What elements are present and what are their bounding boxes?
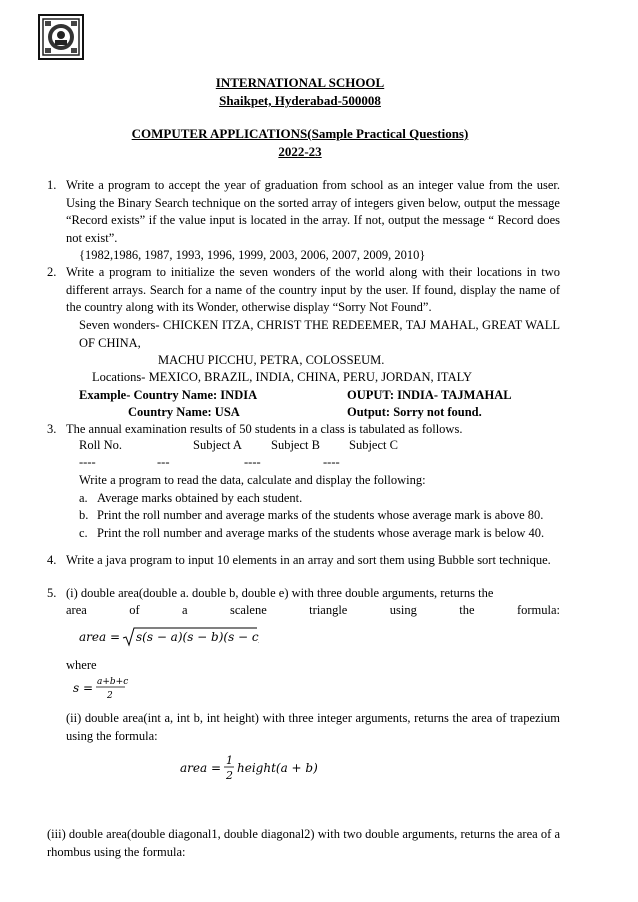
question-5-part1-line1: (i) double area(double a. double b, double e) with three double arguments, returns the <box>66 586 494 600</box>
list-item: Print the roll number and average marks of the students whose average mark is above 80. <box>97 508 544 522</box>
question-5-part3: (iii) double area(double diagonal1, double diagonal2) with two double arguments, returns the area of a rhombus using the formula: <box>47 827 560 859</box>
question-number: 2. <box>47 265 57 279</box>
table-cell: --- <box>157 455 170 469</box>
where-label: where <box>66 658 97 672</box>
fraction-icon <box>73 675 143 705</box>
question-number: 5. <box>47 586 57 600</box>
table-header-row <box>0 438 600 456</box>
question-2-wonders-continued: MACHU PICCHU, PETRA, COLOSSEUM. <box>158 353 385 367</box>
example-1-input: Example- Country Name: INDIA <box>79 388 258 402</box>
list-item-marker: a. <box>79 491 88 505</box>
example-2-output: Output: Sorry not found. <box>347 405 482 419</box>
question-1-text: Write a program to accept the year of graduation from school as an integer value from the user. Using the Binary Search technique on the sorted array of integers given below, output the message “Record exists” if the value input is located in the array. If not, output the message “ Record does not exist”. <box>66 178 560 245</box>
svg-text:s =: s = <box>73 681 94 695</box>
question-number: 4. <box>47 553 57 567</box>
formula-trapezium <box>180 752 320 784</box>
question-5-part1-line2: area of a scalene triangle using the formula: <box>66 603 560 617</box>
question-2-wonders: Seven wonders- CHICKEN ITZA, CHRIST THE REDEEMER, TAJ MAHAL, GREAT WALL OF CHINA, <box>79 318 560 350</box>
school-crest-icon <box>40 16 82 58</box>
column-header: Subject B <box>271 438 320 452</box>
question-4-text: Write a java program to input 10 elements in an array and sort them using Bubble sort technique. <box>66 553 551 567</box>
svg-text:height(a + b): height(a + b) <box>237 761 318 775</box>
svg-text:a+b+c: a+b+c <box>97 677 129 687</box>
column-header: Roll No. <box>79 438 123 452</box>
svg-text:1: 1 <box>226 754 233 767</box>
example-2-input: Country Name: USA <box>128 405 240 419</box>
formula-heron <box>79 626 259 648</box>
question-number: 3. <box>47 422 57 436</box>
svg-text:2: 2 <box>226 769 233 782</box>
svg-text:area =: area = <box>180 761 222 775</box>
school-logo <box>38 14 84 60</box>
formula-semiperimeter <box>73 675 143 705</box>
list-item: Print the roll number and average marks of the students whose average mark is below 40. <box>97 526 545 540</box>
question-3-task: Write a program to read the data, calculate and display the following: <box>79 473 426 487</box>
list-item: Average marks obtained by each student. <box>97 491 303 505</box>
list-item-marker: b. <box>79 508 89 522</box>
question-2-locations: Locations- MEXICO, BRAZIL, INDIA, CHINA, PERU, JORDAN, ITALY <box>92 370 473 384</box>
svg-text:area =: area = <box>79 630 121 644</box>
table-dash-row <box>0 455 600 473</box>
column-header: Subject A <box>193 438 242 452</box>
document-title: COMPUTER APPLICATIONS(Sample Practical Questions) <box>131 126 469 141</box>
question-number: 1. <box>47 178 57 192</box>
svg-text:2: 2 <box>107 691 113 701</box>
table-cell: ---- <box>323 455 340 469</box>
question-3-text: The annual examination results of 50 students in a class is tabulated as follows. <box>66 422 463 436</box>
question-2-text: Write a program to initialize the seven wonders of the world along with their locations in two different arrays. Search for a name of the country input by the user. If found, display the name of the country along with its Wonder, otherwise display “Sorry Not Found”. <box>66 265 560 315</box>
school-name: INTERNATIONAL SCHOOL <box>215 75 385 90</box>
question-1-array: {1982,1986, 1987, 1993, 1996, 1999, 2003, 2006, 2007, 2009, 2010} <box>79 248 426 262</box>
list-item-marker: c. <box>79 526 88 540</box>
question-5-part2: (ii) double area(int a, int b, int height) with three integer arguments, returns the area of trapezium using the formula: <box>66 711 560 743</box>
academic-year: 2022-23 <box>278 144 322 159</box>
table-cell: ---- <box>79 455 96 469</box>
svg-text:s(s − a)(s − b)(s − c): s(s − a)(s − b)(s − c) <box>136 630 259 644</box>
column-header: Subject C <box>349 438 398 452</box>
school-address: Shaikpet, Hyderabad-500008 <box>219 93 381 108</box>
fraction-icon <box>180 752 320 784</box>
table-cell: ---- <box>244 455 261 469</box>
example-1-output: OUPUT: INDIA- TAJMAHAL <box>347 388 512 402</box>
square-root-icon <box>79 626 259 648</box>
